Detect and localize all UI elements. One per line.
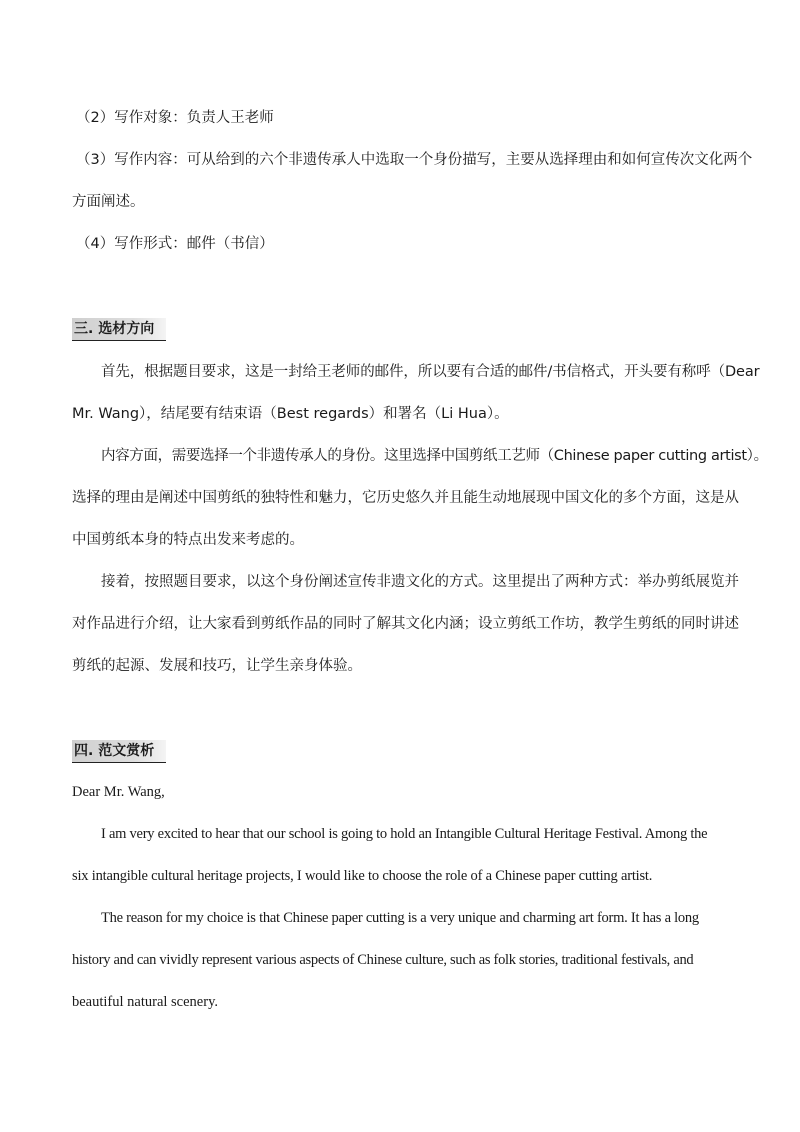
- requirement-item-4: （4）写作形式：邮件（书信）: [76, 236, 274, 252]
- section3-paragraph2-line2: 选择的理由是阐述中国剪纸的独特性和魅力，它历史悠久并且能生动地展现中国文化的多个方面，这是从: [72, 490, 739, 506]
- section3-paragraph1-line2: Mr. Wang），结尾要有结束语（Best regards）和署名（Li Hua）。: [72, 406, 509, 422]
- essay-paragraph1-line2: six intangible cultural heritage projects, I would like to choose the role of a Chinese paper cutting artist.: [72, 868, 653, 884]
- requirement-item-2: （2）写作对象：负责人王老师: [76, 110, 274, 126]
- essay-paragraph2-line3: beautiful natural scenery.: [72, 994, 219, 1010]
- essay-paragraph2-line1: The reason for my choice is that Chinese paper cutting is a very unique and charming art form. It has a long: [101, 910, 699, 926]
- section-heading-material-direction: [72, 318, 166, 340]
- heading-underline: [72, 762, 166, 763]
- requirement-item-3-line-1: （3）写作内容：可从给到的六个非遗传承人中选取一个身份描写，主要从选择理由和如何宣传次文化两个: [76, 152, 753, 168]
- requirement-item-3-line-2: 方面阐述。: [72, 194, 145, 210]
- essay-paragraph1-line1: I am very excited to hear that our school is going to hold an Intangible Cultural Heritage Festival. Among the: [101, 826, 708, 842]
- section3-paragraph1-line1: 首先，根据题目要求，这是一封给王老师的邮件，所以要有合适的邮件/书信格式，开头要有称呼（Dear: [101, 364, 760, 380]
- section3-paragraph3-line3: 剪纸的起源、发展和技巧，让学生亲身体验。: [72, 658, 362, 674]
- section-heading-text: 四. 范文赏析: [74, 743, 155, 759]
- section-heading-model-essay: [72, 740, 166, 762]
- essay-paragraph2-line2: history and can vividly represent various aspects of Chinese culture, such as folk stories, traditional festivals, and: [72, 952, 694, 968]
- section-heading-text: 三. 选材方向: [74, 321, 155, 337]
- section3-paragraph2-line3: 中国剪纸本身的特点出发来考虑的。: [72, 532, 304, 548]
- heading-underline: [72, 340, 166, 341]
- section3-paragraph3-line1: 接着，按照题目要求，以这个身份阐述宣传非遗文化的方式。这里提出了两种方式：举办剪纸展览并: [101, 574, 739, 590]
- section3-paragraph3-line2: 对作品进行介绍，让大家看到剪纸作品的同时了解其文化内涵；设立剪纸工作坊，教学生剪纸的同时讲述: [72, 616, 739, 632]
- essay-salutation: Dear Mr. Wang,: [72, 784, 165, 800]
- section3-paragraph2-line1: 内容方面，需要选择一个非遗传承人的身份。这里选择中国剪纸工艺师（Chinese paper cutting artist）。: [101, 448, 768, 464]
